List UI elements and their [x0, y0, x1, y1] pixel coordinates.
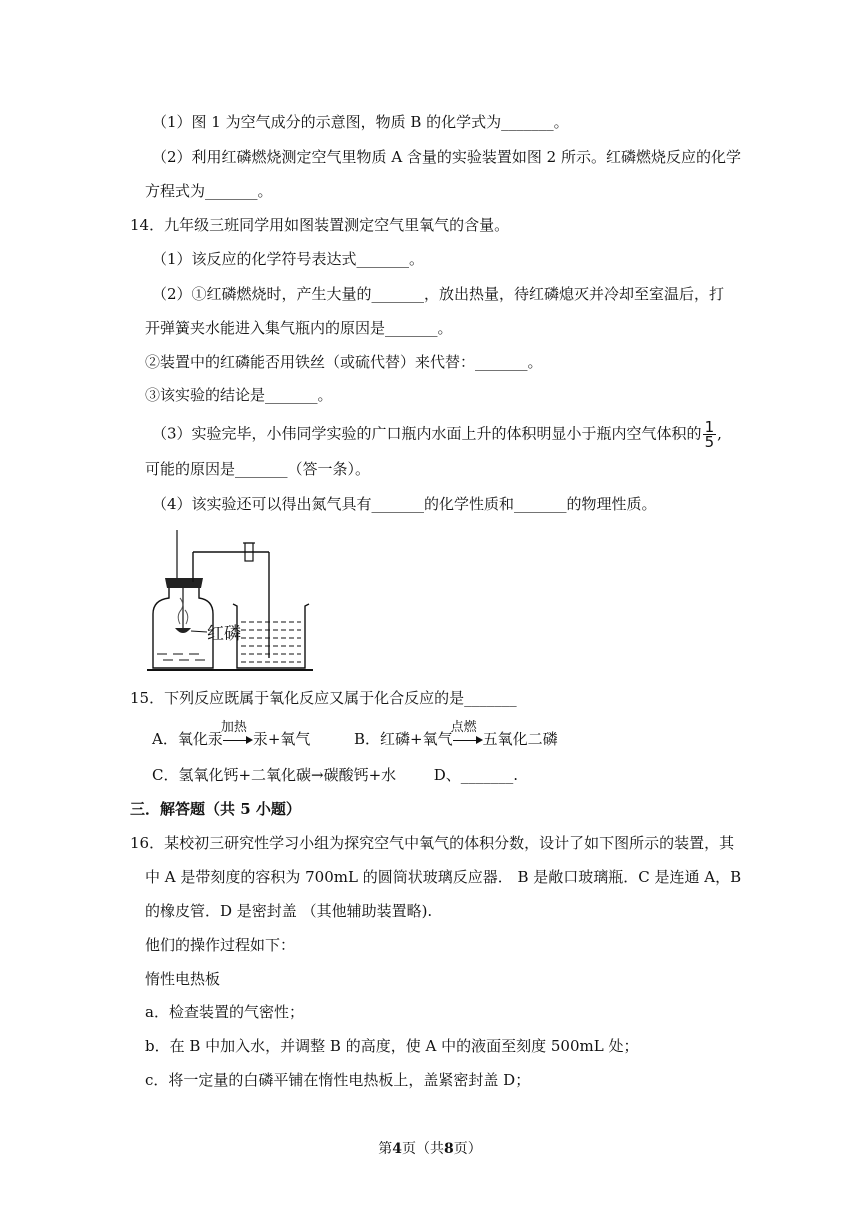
footer-prefix: 第: [378, 1141, 393, 1157]
q14-part4: （4）该实验还可以得出氮气具有_______的化学性质和_______的物理性质。: [152, 495, 657, 513]
q16-step-a: a．检查装置的气密性；: [145, 1003, 304, 1021]
q14-part2-line2: 开弹簧夹水能进入集气瓶内的原因是_______。: [145, 319, 453, 337]
q16-line1: 16．某校初三研究性学习小组为探究空气中氧气的体积分数，设计了如下图所示的装置，其: [130, 834, 735, 852]
q15-option-b-reactant: B．红磷+氧气: [353, 730, 453, 748]
q13-part2-line1: （2）利用红磷燃烧测定空气里物质 A 含量的实验装置如图 2 所示。红磷燃烧反应的化学: [152, 148, 741, 166]
q16-line5: 惰性电热板: [145, 970, 221, 988]
fraction-one-fifth: [703, 420, 717, 449]
red-phosphorus-label: 红磷: [207, 624, 241, 644]
q13-part2-line2: 方程式为_______。: [145, 182, 273, 200]
q15-stem: 15．下列反应既属于氧化反应又属于化合反应的是_______: [130, 689, 517, 707]
fraction-denominator: 5: [704, 433, 715, 451]
q15-option-d: D、_______.: [433, 766, 519, 784]
section-3-heading: 三．解答题（共 5 小题）: [130, 800, 301, 818]
reaction-arrow-ignition: [450, 720, 483, 749]
condition-ignition: 点燃: [450, 720, 477, 735]
q16-line2: 中 A 是带刻度的容积为 700mL 的圆筒状玻璃反应器． B 是敞口玻璃瓶．C 是连通 A，B: [145, 868, 742, 886]
q14-part3-line1: [152, 420, 722, 449]
q14-stem: 14．九年级三班同学用如图装置测定空气里氧气的含量。: [130, 216, 510, 234]
reaction-arrow-heating: [220, 720, 253, 749]
q15-option-c: C．氢氧化钙+二氧化碳→碳酸钙+水: [152, 766, 397, 784]
q14-part2-item2: ②装置中的红磷能否用铁丝（或硫代替）来代替：_______。: [145, 353, 543, 371]
q13-part1: （1）图 1 为空气成分的示意图，物质 B 的化学式为_______。: [152, 113, 569, 131]
total-pages: 8: [444, 1141, 454, 1157]
q15-option-ab: [152, 720, 558, 749]
q15-option-b-product: 五氧化二磷: [482, 730, 558, 748]
q15-option-a-product: 汞+氧气: [252, 730, 311, 748]
q14-part2-item3: ③该实验的结论是_______。: [145, 386, 333, 404]
page-footer: [0, 1138, 860, 1158]
q16-step-c: c．将一定量的白磷平铺在惰性电热板上，盖紧密封盖 D；: [145, 1071, 531, 1089]
q16-step-b: b．在 B 中加入水，并调整 B 的高度，使 A 中的液面至刻度 500mL 处；: [145, 1037, 639, 1055]
q16-line4: 他们的操作过程如下：: [145, 936, 296, 954]
q14-part3-line2: 可能的原因是_______（答一条）。: [145, 460, 371, 478]
page-number: 4: [392, 1141, 402, 1157]
fraction-numerator: 1: [704, 418, 715, 436]
q14-part2-line1: （2）①红磷燃烧时，产生大量的_______，放出热量，待红磷熄灭并冷却至室温后，打: [152, 285, 725, 303]
q14-part3-text: （3）实验完毕，小伟同学实验的广口瓶内水面上升的体积明显小于瓶内空气体积的: [152, 424, 702, 443]
footer-middle: 页（共: [402, 1141, 444, 1157]
footer-suffix: 页）: [453, 1141, 482, 1157]
q15-option-cd: [152, 765, 518, 785]
q14-part1: （1）该反应的化学符号表达式_______。: [152, 250, 425, 268]
red-phosphorus-apparatus-figure: [145, 528, 315, 674]
q15-option-a-reactant: A．氧化汞: [152, 730, 223, 748]
condition-heating: 加热: [220, 720, 247, 735]
q16-line3: 的橡皮管．D 是密封盖 （其他辅助装置略).: [145, 902, 433, 920]
q14-part3-comma: ,: [717, 424, 722, 443]
